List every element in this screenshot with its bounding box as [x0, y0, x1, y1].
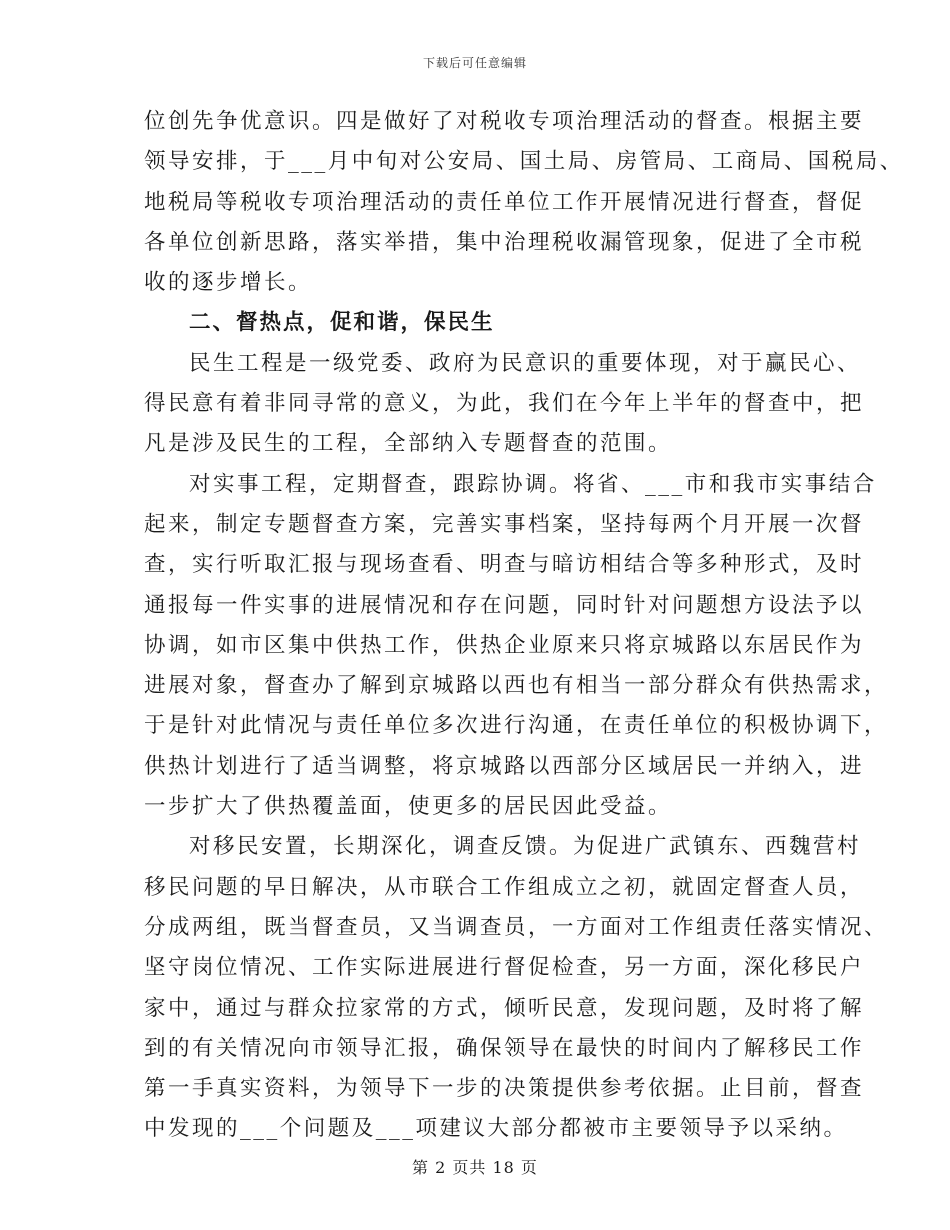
- paragraph-line: 供热计划进行了适当调整，将京城路以西部分区域居民一并纳入，进: [144, 753, 865, 779]
- paragraph-line: 中发现的___个问题及___项建议大部分都被市主要领导予以采纳。: [144, 1116, 848, 1142]
- paragraph-line: 通报每一件实事的进展情况和存在问题，同时针对问题想方设法予以: [144, 592, 865, 618]
- paragraph-line: 坚守岗位情况、工作实际进展进行督促检查，另一方面，深化移民户: [144, 955, 865, 981]
- paragraph-line: 得民意有着非同寻常的意义，为此，我们在今年上半年的督查中，把: [144, 391, 865, 417]
- document-body: [144, 102, 904, 1150]
- paragraph-line: 民生工程是一级党委、政府为民意识的重要体现，对于赢民心、: [189, 350, 862, 376]
- paragraph-line: 家中，通过与群众拉家常的方式，倾听民意，发现问题，及时将了解: [144, 995, 865, 1021]
- paragraph-line: 第一手真实资料，为领导下一步的决策提供参考依据。止目前，督查: [144, 1076, 865, 1102]
- paragraph-line: 查，实行听取汇报与现场查看、明查与暗访相结合等多种形式，及时: [144, 552, 865, 578]
- paragraph-line: 协调，如市区集中供热工作，供热企业原来只将京城路以东居民作为: [144, 632, 865, 658]
- page-header-note: 下载后可任意编辑: [422, 56, 527, 70]
- paragraph-line: 对实事工程，定期督查，跟踪协调。将省、___市和我市实事结合: [189, 471, 877, 497]
- paragraph-line: 各单位创新思路，落实举措，集中治理税收漏管现象，促进了全市税: [144, 229, 865, 255]
- paragraph-line: 凡是涉及民生的工程，全部纳入专题督查的范围。: [144, 431, 673, 457]
- paragraph-line: 地税局等税收专项治理活动的责任单位工作开展情况进行督查，督促: [144, 189, 865, 215]
- paragraph-line: 进展对象，督查办了解到京城路以西也有相当一部分群众有供热需求，: [144, 673, 889, 699]
- paragraph-line: 起来，制定专题督查方案，完善实事档案，坚持每两个月开展一次督: [144, 511, 865, 537]
- paragraph-line: 位创先争优意识。四是做好了对税收专项治理活动的督查。根据主要: [144, 109, 865, 134]
- paragraph-line: 领导安排，于___月中旬对公安局、国土局、房管局、工商局、国税局、: [144, 149, 904, 175]
- paragraph-line: 分成两组，既当督查员，又当调查员，一方面对工作组责任落实情况、: [144, 914, 889, 940]
- section-heading: 二、督热点，促和谐，保民生: [189, 310, 495, 336]
- paragraph-line: 到的有关情况向市领导汇报，确保领导在最快的时间内了解移民工作: [144, 1035, 865, 1061]
- paragraph-line: 对移民安置，长期深化，调查反馈。为促进广武镇东、西魏营村: [189, 834, 862, 860]
- paragraph-line: 一步扩大了供热覆盖面，使更多的居民因此受益。: [144, 794, 673, 820]
- paragraph-line: 移民问题的早日解决，从市联合工作组成立之初，就固定督查人员，: [144, 874, 865, 900]
- paragraph-line: 收的逐步增长。: [144, 270, 313, 296]
- paragraph-line: 于是针对此情况与责任单位多次进行沟通，在责任单位的积极协调下，: [144, 713, 889, 739]
- page-number-footer: 第 2 页共 18 页: [412, 1158, 538, 1177]
